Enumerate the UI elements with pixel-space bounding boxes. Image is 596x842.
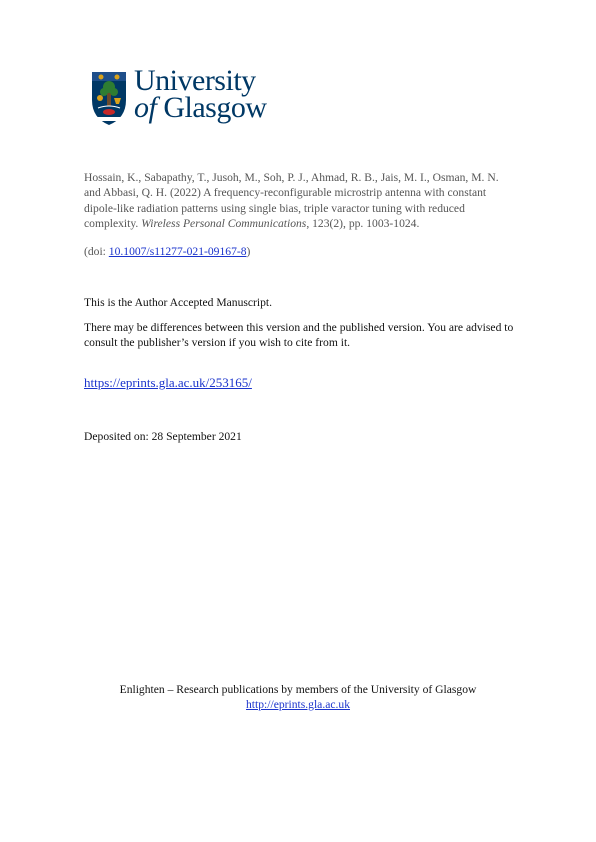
enlighten-link[interactable]: http://eprints.gla.ac.uk (246, 697, 350, 711)
deposited-date: Deposited on: 28 September 2021 (84, 430, 242, 443)
doi-prefix: (doi: (84, 245, 109, 258)
doi-suffix: ) (246, 245, 251, 258)
doi-link[interactable]: 10.1007/s11277-021-09167-8 (108, 245, 247, 258)
footer (0, 683, 596, 712)
wordmark-of: of (134, 91, 157, 124)
university-logo (90, 64, 270, 128)
university-crest-icon (90, 70, 128, 126)
wordmark-glasgow: Glasgow (163, 91, 267, 124)
wordmark-line1: University (134, 64, 256, 97)
footer-text: Enlighten – Research publications by members of the University of Glasgow (119, 683, 477, 696)
citation-journal: Wireless Personal Communications (141, 217, 307, 231)
eprint-url-line (84, 375, 252, 391)
citation-text: Hossain, K., Sabapathy, T., Jusoh, M., Soh, P. J., Ahmad, R. B., Jais, M. I., Osman, M. N. and Abbasi, Q. H. (2022) A frequency-reconfigurable microstrip antenna with constant dipole-like radiation patterns using single bias, triple varactor tuning with reduced complexity. (84, 171, 499, 231)
citation (84, 170, 514, 232)
wordmark-line2 (134, 91, 267, 125)
footer-link-line (0, 698, 596, 713)
eprint-link[interactable]: https://eprints.gla.ac.uk/253165/ (84, 375, 252, 390)
version-differences-note: There may be differences between this version and the published version. You are advised to consult the publisher’s version if you wish to cite from it. (84, 321, 514, 349)
doi-line (84, 245, 250, 258)
author-accepted-manuscript-note: This is the Author Accepted Manuscript. (84, 296, 273, 309)
citation-details: , 123(2), pp. 1003-1024. (306, 217, 420, 231)
